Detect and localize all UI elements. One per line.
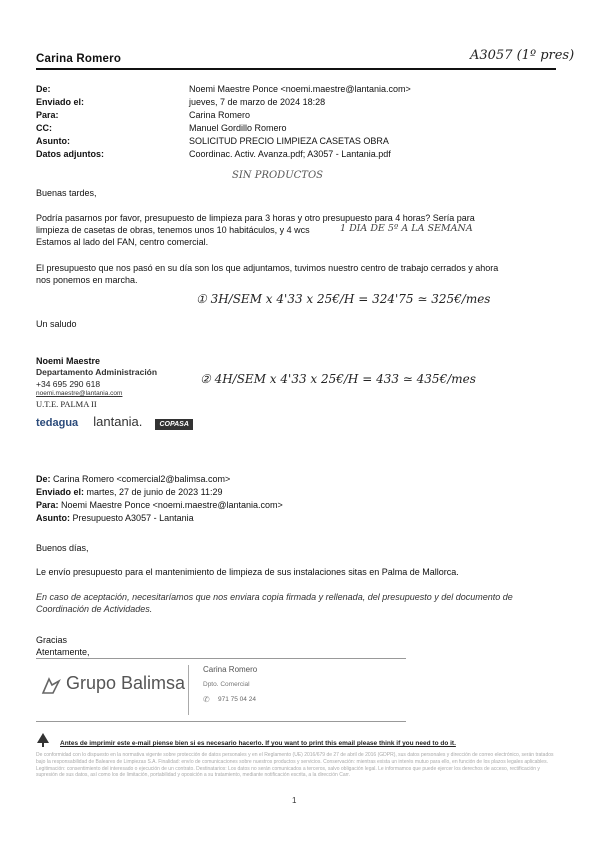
header-divider [36,68,556,70]
signature-name: Noemi Maestre [36,356,101,366]
fwd-value: Presupuesto A3057 - Lantania [72,513,194,523]
forwarded-from [36,474,230,484]
card-divider [188,665,189,715]
handwritten-calc-2: ② 4H/SEM x 4'33 x 25€/H = 433 ≃ 435€/mes [200,372,476,386]
page-number: 1 [292,796,297,805]
fwd-value: martes, 27 de junio de 2023 11:29 [86,487,223,497]
italic-line: En caso de aceptación, necesitaríamos que nos enviara copia firmada y rellenada, del presupuesto y del documento de [36,592,513,602]
legal-disclaimer: De conformidad con lo dispuesto en la normativa vigente sobre protección de datos personales y en el Reglamento (UE) 2016/679 de 27 de abril de 2016 (GDPR), sus datos personales y dirección de correo electrónico, serán tratados bajo la responsabilidad de Baleares de Limpiezas S.A. Finalidad: envío de comunicaciones sobre nuestros productos y servicios. Conservación: mientras exista un interés mutuo para ello, en función de los plazos legales aplicables. Legitimación: consentimiento del interesado o ejecución de un contrato. Destinatarios: Los datos no serán comunicados a terceros, salvo obligación legal. Le informamos que puede ejercer los derechos de acceso, rectificación y supresión de sus datos, así como los de limitación, portabilidad y oposición a su tratamiento, mediante notificación escrita, a la dirección Carr. [36,752,554,779]
header-value[interactable]: Noemi Maestre Ponce <noemi.maestre@lantania.com> [189,84,411,94]
balimsa-logo-icon [40,675,62,697]
thanks: Gracias [36,635,68,645]
header-value: Manuel Gordillo Romero [189,123,287,133]
signature-phone: +34 695 290 618 [36,379,101,389]
handwritten-note-schedule: 1 DIA DE 5º A LA SEMANA [340,223,473,234]
greeting: Buenos días, [36,543,89,553]
header-value: SOLICITUD PRECIO LIMPIEZA CASETAS OBRA [189,136,389,146]
closing: Un saludo [36,319,77,329]
header-label: De: [36,84,51,94]
tedagua-logo: tedagua [36,417,79,429]
italic-line: Coordinación de Actividades. [36,604,153,614]
signature-email-link[interactable]: noemi.maestre@lantania.com [36,390,123,397]
signature-ute: U.T.E. PALMA II [36,399,97,409]
copasa-logo: COPASA [155,419,192,430]
paragraph-line: nos ponemos en marcha. [36,275,138,285]
fwd-label: Para: [36,500,59,510]
paragraph-line: limpieza de casetas de obras, tenemos unos 10 habitáculos, y 4 wcs [36,225,310,235]
header-label: Asunto: [36,136,70,146]
fwd-value[interactable]: Noemi Maestre Ponce <noemi.maestre@lantania.com> [61,500,283,510]
card-phone[interactable]: 971 75 04 24 [218,696,256,703]
eco-notice: Antes de imprimir este e-mail piense bien si es necesario hacerlo. If you want to print this email please think if you need to do it. [60,740,456,747]
company-name: Grupo Balimsa [66,673,186,693]
header-label: Datos adjuntos: [36,149,105,159]
fwd-label: Asunto: [36,513,70,523]
header-value: Carina Romero [189,110,251,120]
greeting: Buenas tardes, [36,188,97,198]
partner-logos [36,414,193,429]
forwarded-subject [36,513,194,523]
italic-paragraph [36,591,556,615]
paragraph-line: Podría pasarnos por favor, presupuesto de limpieza para 3 horas y otro presupuesto para 4 horas? Sería para [36,213,475,223]
closing: Atentamente, [36,647,90,657]
paragraph-line: Le envío presupuesto para el mantenimiento de limpieza de sus instalaciones sitas en Palma de Mallorca. [36,567,459,577]
sender-name: Carina Romero [36,53,122,65]
fwd-value[interactable]: Carina Romero <comercial2@balimsa.com> [53,474,231,484]
header-label: Enviado el: [36,97,85,107]
attachments-value[interactable]: Coordinac. Activ. Avanza.pdf; A3057 - Lantania.pdf [189,149,391,159]
paragraph-line: Estamos al lado del FAN, centro comercial. [36,237,209,247]
fwd-label: Enviado el: [36,487,85,497]
card-contact-title: Dpto. Comercial [203,681,250,688]
header-label: CC: [36,123,52,133]
fwd-label: De: [36,474,51,484]
business-card [36,658,406,722]
handwritten-calc-1: ① 3H/SEM x 4'33 x 25€/H = 324'75 ≃ 325€/mes [196,292,491,306]
header-value: jueves, 7 de marzo de 2024 18:28 [189,97,326,107]
forwarded-sent [36,487,222,497]
signature-department: Departamento Administración [36,367,158,377]
phone-icon: ✆ [203,695,210,704]
handwritten-note-products: SIN PRODUCTOS [232,170,324,181]
handwritten-reference: A3057 (1º pres) [470,48,575,63]
card-contact-name: Carina Romero [203,665,258,674]
tree-icon [36,733,50,747]
paragraph-line: El presupuesto que nos pasó en su día son los que adjuntamos, tuvimos nuestro centro de trabajo cerrados y ahora [36,263,499,273]
forwarded-to [36,500,283,510]
header-label: Para: [36,110,59,120]
lantania-logo: lantania. [93,414,143,429]
